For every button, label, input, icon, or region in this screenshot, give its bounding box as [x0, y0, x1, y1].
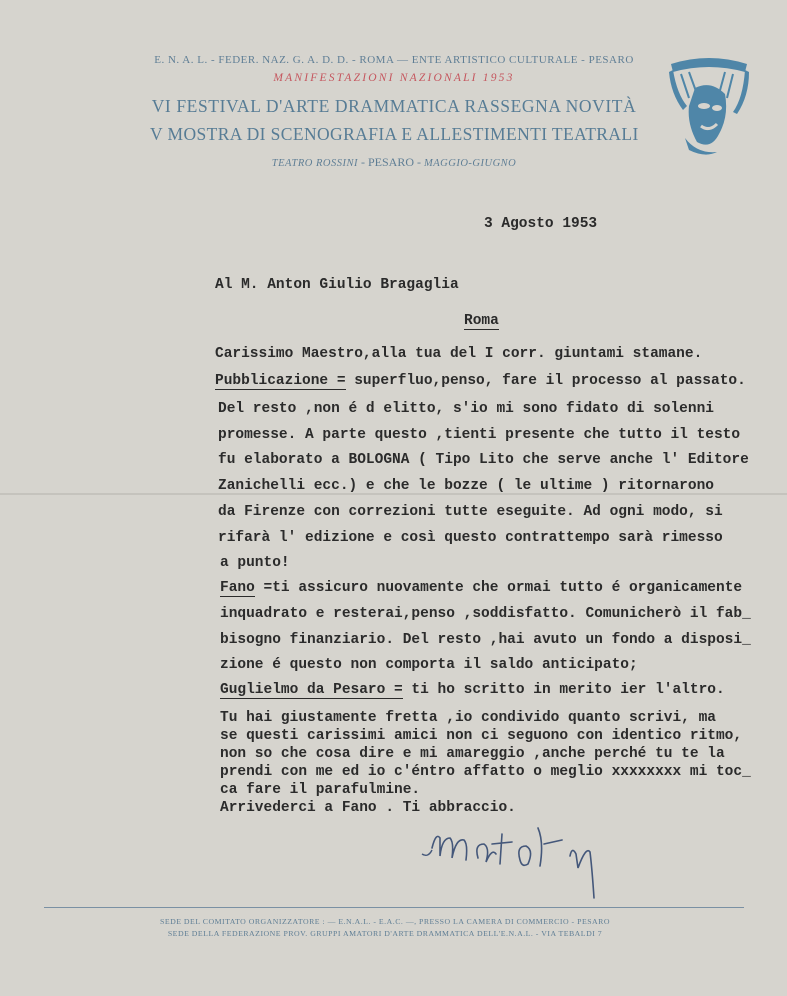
- letter-date: 3 Agosto 1953: [484, 216, 598, 232]
- letter-line-guglielmo: [220, 682, 725, 698]
- letter-paragraph-line: Zanichelli ecc.) e che le bozze ( le ultime ) ritornarono: [218, 478, 714, 494]
- fano-label: Fano: [220, 580, 255, 596]
- letter-addressee-city: Roma: [464, 313, 499, 329]
- letter-greeting: Carissimo Maestro,alla tua del I corr. giuntami stamane.: [215, 346, 703, 362]
- letter-paragraph-line: inquadrato e resterai,penso ,soddisfatto. Comunicherò il fab_: [220, 606, 751, 622]
- letter-paragraph-line: rifarà l' edizione e così questo contrattempo sarà rimesso: [218, 530, 723, 546]
- letter-paragraph-line: zione é questo non comporta il saldo anticipato;: [220, 657, 638, 673]
- letter-paragraph-line: Arrivederci a Fano . Ti abbraccio.: [220, 800, 516, 816]
- letterhead-exhibition: V MOSTRA DI SCENOGRAFIA E ALLESTIMENTI TEATRALI: [150, 124, 639, 144]
- letter-paragraph-line: promesse. A parte questo ,tienti presente che tutto il testo: [218, 427, 741, 443]
- letter-line-fano: [220, 580, 742, 596]
- letter-addressee: Al M. Anton Giulio Bragaglia: [215, 277, 459, 293]
- pubblicazione-label: Pubblicazione =: [215, 373, 346, 389]
- letter-paragraph-line: se questi carissimi amici non ci seguono con identico ritmo,: [220, 728, 743, 744]
- letter-paragraph-line: a punto!: [220, 555, 290, 571]
- theatre-mask-logo-icon: [667, 54, 751, 162]
- letterhead-city: - PESARO -: [360, 155, 421, 169]
- footer-federation-address: SEDE DELLA FEDERAZIONE PROV. GRUPPI AMATORI D'ARTE DRAMMATICA DELL'E.N.A.L. - VIA TEBALDI 7: [167, 929, 603, 938]
- letter-paragraph-line: da Firenze con correzioni tutte eseguite. Ad ogni modo, si: [218, 504, 723, 520]
- guglielmo-text: ti ho scritto in merito ier l'altro.: [402, 682, 725, 698]
- letter-paragraph-line: ca fare il parafulmine.: [220, 782, 421, 798]
- letterhead-season: MAGGIO-GIUGNO: [424, 158, 517, 169]
- letter-paragraph-line: Del resto ,non é d elitto, s'io mi sono fidato di solenni: [218, 401, 714, 417]
- letter-paragraph-line: fu elaborato a BOLOGNA ( Tipo Lito che serve anche l' Editore: [218, 452, 749, 468]
- pubblicazione-text: superfluo,penso, fare il processo al passato.: [345, 373, 746, 389]
- letter-paragraph-line: prendi con me ed io c'éntro affatto o meglio xxxxxxxx mi toc_: [220, 764, 751, 780]
- letterhead-festival: VI FESTIVAL D'ARTE DRAMMATICA RASSEGNA NOVITÀ: [151, 96, 637, 116]
- letter-line-pubblicazione: [215, 373, 746, 389]
- handwritten-signature: [420, 808, 660, 904]
- guglielmo-label: Guglielmo da Pesaro =: [220, 682, 403, 698]
- letterhead-venue-line: [150, 155, 638, 170]
- letter-paragraph-line: Tu hai giustamente fretta ,io condivido quanto scrivi, ma: [220, 710, 716, 726]
- letter-paragraph-line: non so che cosa dire e mi amareggio ,anche perché tu te la: [220, 746, 725, 762]
- fano-text: =ti assicuro nuovamente che ormai tutto é organicamente: [254, 580, 743, 596]
- footer-committee-address: SEDE DEL COMITATO ORGANIZZATORE : — E.N.A.L. - E.A.C. —, PRESSO LA CAMERA DI COMMERCIO - PESARO: [159, 917, 611, 926]
- letterhead-event: MANIFESTAZIONI NAZIONALI 1953: [273, 72, 515, 84]
- letterhead-organization: E. N. A. L. - FEDER. NAZ. G. A. D. D. - ROMA — ENTE ARTISTICO CULTURALE - PESARO: [154, 54, 634, 66]
- letterhead-venue: TEATRO ROSSINI: [271, 158, 358, 169]
- letter-paragraph-line: bisogno finanziario. Del resto ,hai avuto un fondo a disposi_: [220, 632, 751, 648]
- footer-divider: [44, 907, 744, 908]
